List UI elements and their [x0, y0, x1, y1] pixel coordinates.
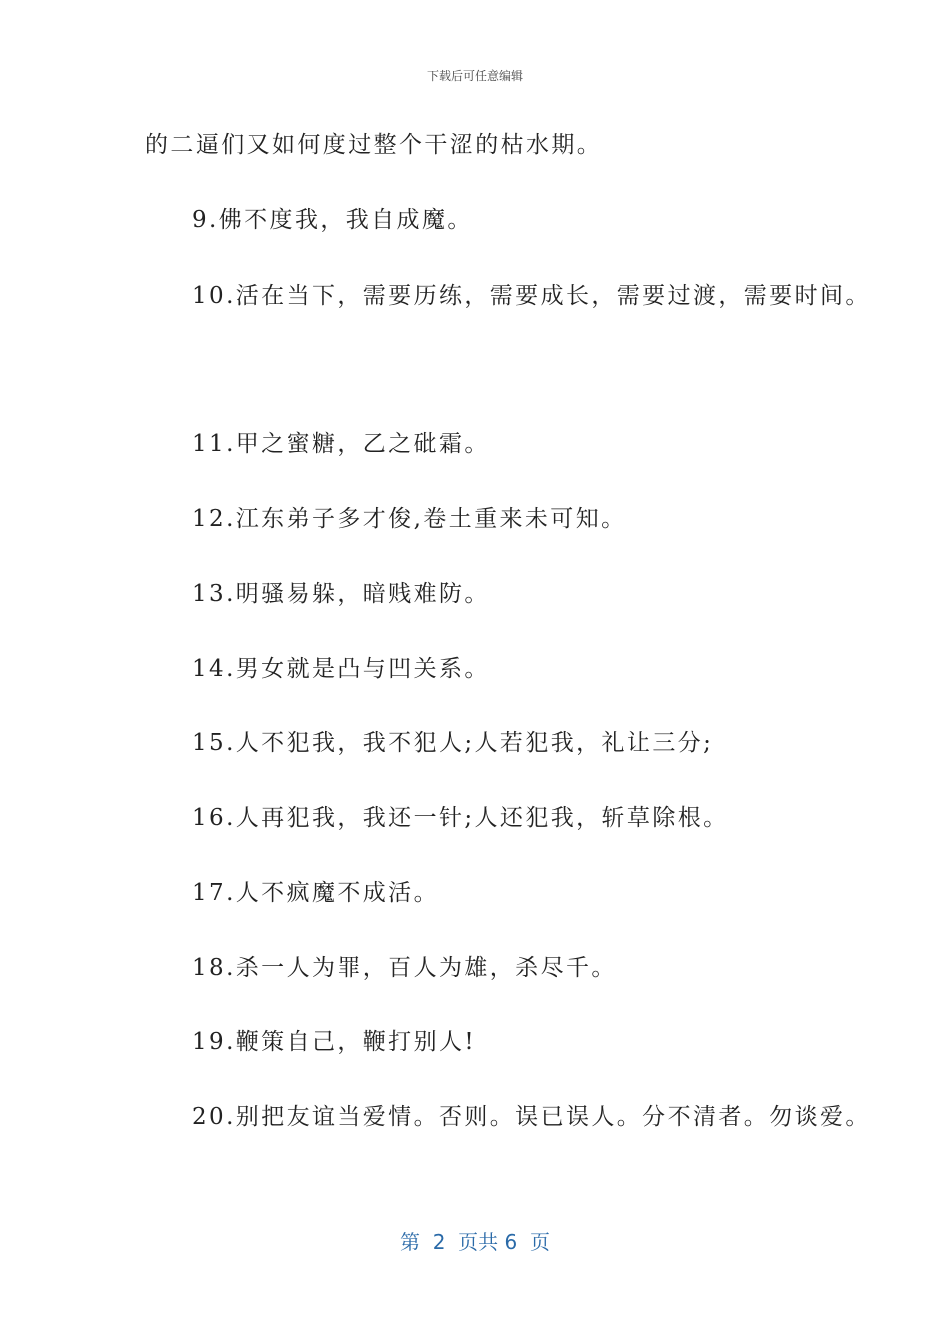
page-number-footer: 第 2 页共 6 页: [400, 1230, 550, 1254]
list-item: 14.男女就是凸与凹关系。: [192, 656, 490, 682]
continuation-text: 的二逼们又如何度过整个干涩的枯水期。: [145, 132, 603, 158]
list-item: 20.别把友谊当爱情。否则。误已误人。分不清者。勿谈爱。: [192, 1104, 871, 1130]
page-header: 下载后可任意编辑: [426, 69, 523, 83]
list-item: 13.明骚易躲，暗贱难防。: [192, 581, 490, 607]
list-item: 17.人不疯魔不成活。: [192, 880, 439, 906]
list-item: 19.鞭策自己，鞭打别人!: [192, 1029, 477, 1055]
list-item: 15.人不犯我，我不犯人;人若犯我，礼让三分;: [192, 730, 714, 756]
list-item: 9.佛不度我，我自成魔。: [192, 207, 473, 233]
list-item: 18.杀一人为罪，百人为雄，杀尽千。: [192, 955, 617, 981]
list-item: 11.甲之蜜糖，乙之砒霜。: [192, 431, 490, 457]
list-item: 10.活在当下，需要历练，需要成长，需要过渡，需要时间。: [192, 283, 871, 309]
list-item: 12.江东弟子多才俊,卷土重来未可知。: [192, 506, 627, 532]
list-item: 16.人再犯我，我还一针;人还犯我，斩草除根。: [192, 805, 729, 831]
